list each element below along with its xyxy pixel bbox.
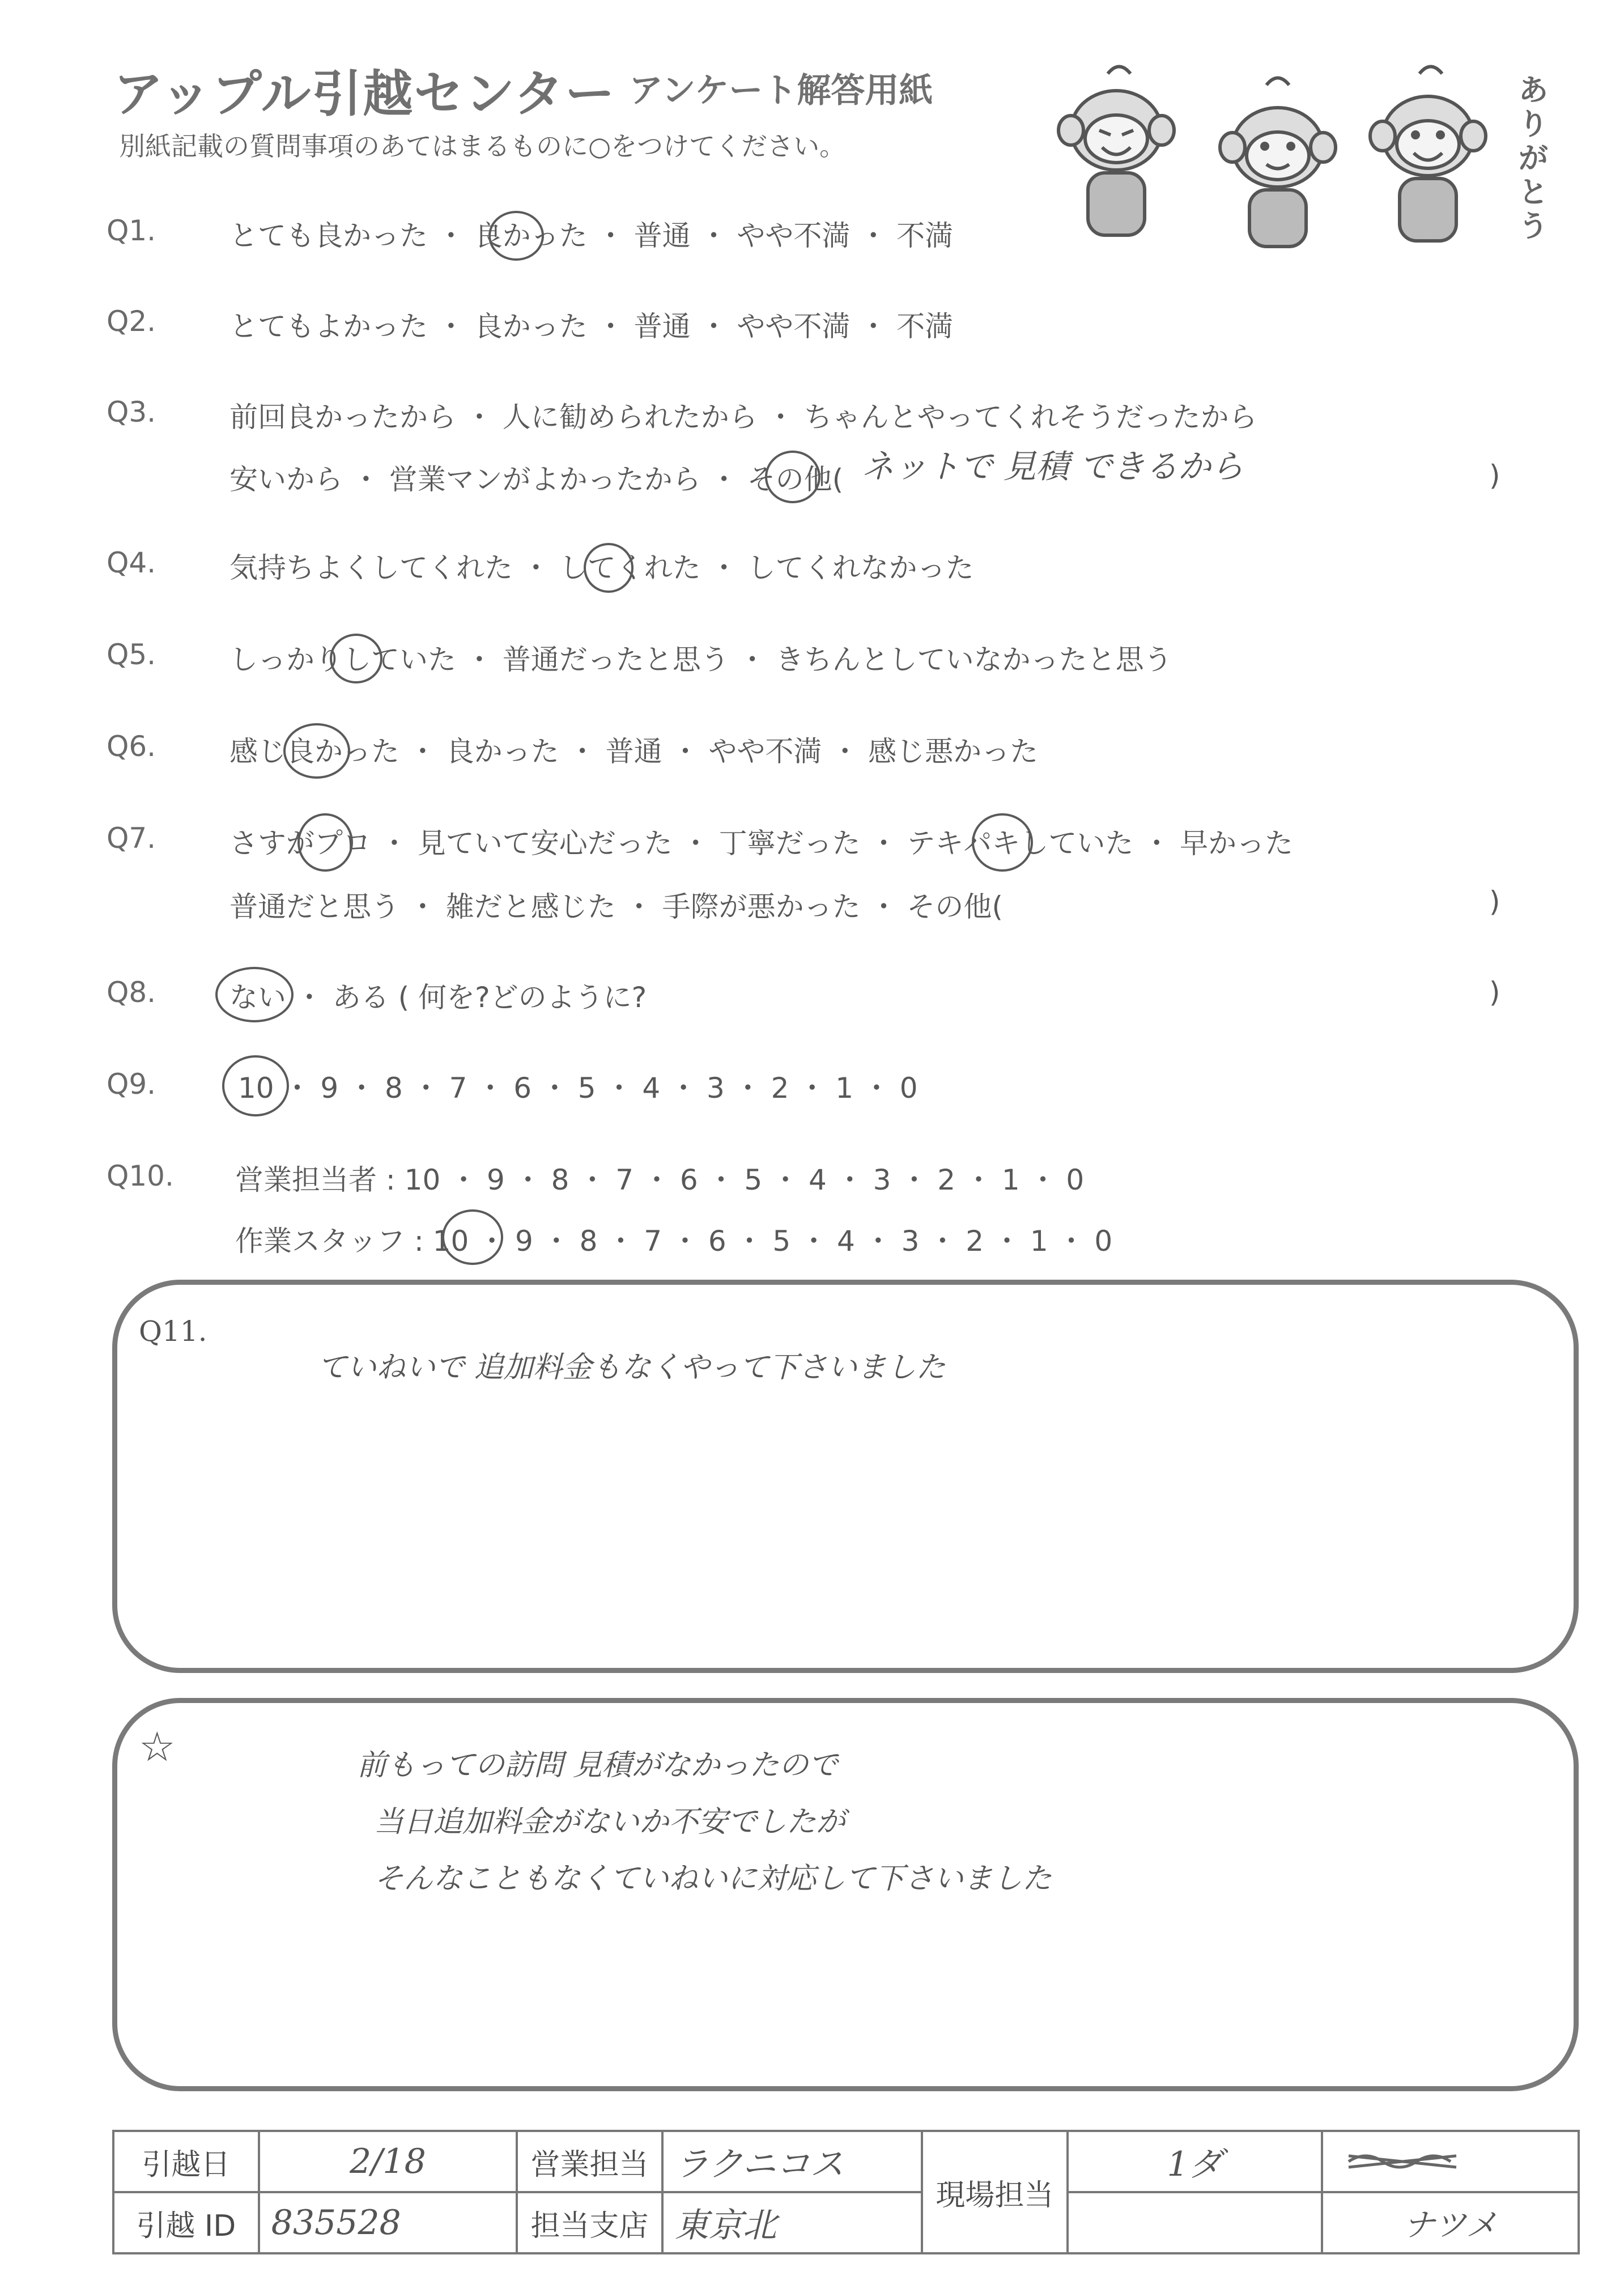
q3-close-paren: ) [1489, 459, 1500, 492]
q5-selection-circle [330, 634, 382, 683]
site-staff-empty-cell [1068, 2192, 1323, 2253]
q3-options-line1[interactable]: 前回良かったから ・ 人に勧められたから ・ ちゃんとやってくれそうだったから [229, 401, 1257, 434]
q8-selection-circle [215, 967, 294, 1022]
q8-close-paren: ) [1489, 976, 1500, 1009]
star-comment-line-1: 前もっての訪問 見積がなかったので [357, 1748, 838, 1782]
star-icon: ☆ [139, 1723, 176, 1770]
q7-close-paren: ) [1489, 885, 1500, 918]
q9-number: Q9. [107, 1068, 156, 1101]
move-id-value: 835528 [259, 2192, 517, 2253]
move-date-label: 引越日 [113, 2131, 259, 2192]
branch-value: 東京北 [662, 2192, 922, 2253]
q10-selection-circle [442, 1209, 503, 1265]
monkey-2-icon [1220, 78, 1336, 247]
q11-handwritten-comment: ていねいで 追加料金もなくやって下さいました [317, 1351, 946, 1385]
q11-comment-box [112, 1280, 1579, 1673]
thanks-text: ありがとう [1519, 74, 1549, 244]
star-comment-line-3: そんなこともなくていねいに対応して下さいました [374, 1862, 1052, 1896]
q5-options[interactable]: しっかりしていた ・ 普通だったと思う ・ きちんとしていなかったと思う [229, 643, 1172, 676]
q4-selection-circle [584, 543, 634, 593]
site-staff-crossed-out [1322, 2131, 1579, 2192]
q9-selection-circle [222, 1055, 289, 1116]
sales-rep-value: ラクニコス [662, 2131, 922, 2192]
q3-selection-circle [765, 451, 820, 503]
site-staff-label: 現場担当 [922, 2131, 1067, 2253]
sales-rep-label: 営業担当 [517, 2131, 662, 2192]
q7-number: Q7. [107, 822, 156, 855]
q2-number: Q2. [107, 305, 156, 338]
q1-selection-circle [488, 211, 544, 261]
q10-staff-options[interactable]: 作業スタッフ : 10 ・ 9 ・ 8 ・ 7 ・ 6 ・ 5 ・ 4 ・ 3 ・ 2 ・ 1 ・ 0 [235, 1225, 1113, 1258]
move-info-table [112, 2130, 1580, 2254]
q5-number: Q5. [107, 638, 156, 671]
scribble-icon [1346, 2145, 1459, 2179]
q1-number: Q1. [107, 214, 156, 247]
q10-sales-options[interactable]: 営業担当者 : 10 ・ 9 ・ 8 ・ 7 ・ 6 ・ 5 ・ 4 ・ 3 ・ 2 ・ 1 ・ 0 [235, 1164, 1085, 1196]
instruction-text: 別紙記載の質問事項のあてはまるものに○をつけてください。 [119, 131, 846, 162]
star-comment-line-2: 当日追加料金がないか不安でしたが [374, 1805, 846, 1839]
q10-number: Q10. [107, 1160, 174, 1192]
q2-options[interactable]: とてもよかった ・ 良かった ・ 普通 ・ やや不満 ・ 不満 [229, 310, 954, 343]
site-staff-value-2: ナツメ [1322, 2192, 1579, 2253]
form-subtitle: アンケート解答用紙 [629, 71, 933, 111]
q7-selection-circle-1 [297, 813, 353, 872]
q7-options-line1[interactable]: さすがプロ ・ 見ていて安心だった ・ 丁寧だった ・ テキパキしていた ・ 早かった [229, 827, 1294, 860]
q4-number: Q4. [107, 546, 156, 579]
q7-selection-circle-2 [972, 813, 1033, 872]
q11-label: Q11. [139, 1315, 207, 1348]
q6-number: Q6. [107, 730, 156, 763]
q8-options[interactable]: ない ・ ある ( 何を?どのように? [229, 981, 647, 1014]
move-date-value: 2/18 [259, 2131, 517, 2192]
q9-options[interactable]: 10 ・ 9 ・ 8 ・ 7 ・ 6 ・ 5 ・ 4 ・ 3 ・ 2 ・ 1 ・ 0 [238, 1072, 918, 1105]
form-title: アップル引越センター [113, 65, 616, 123]
monkey-mascots-illustration [1054, 62, 1564, 255]
branch-label: 担当支店 [517, 2192, 662, 2253]
site-staff-value-1: 1ダ [1068, 2131, 1323, 2192]
monkey-3-icon [1370, 67, 1486, 241]
q6-options[interactable]: 感じ良かった ・ 良かった ・ 普通 ・ やや不満 ・ 感じ悪かった [229, 735, 1039, 768]
move-id-label: 引越 ID [113, 2192, 259, 2253]
q3-number: Q3. [107, 396, 156, 428]
q8-number: Q8. [107, 976, 156, 1009]
monkey-1-icon [1058, 67, 1174, 236]
q6-selection-circle [283, 723, 350, 779]
q1-options[interactable]: とても良かった ・ 良かった ・ 普通 ・ やや不満 ・ 不満 [229, 219, 954, 252]
q4-options[interactable]: 気持ちよくしてくれた ・ してくれた ・ してくれなかった [229, 551, 974, 584]
q3-options-line2[interactable]: 安いから ・ 営業マンがよかったから ・ その他( [229, 463, 844, 496]
q3-other-handwritten: ネットで 見積 できるから [861, 447, 1244, 486]
q7-options-line2[interactable]: 普通だと思う ・ 雑だと感じた ・ 手際が悪かった ・ その他( [229, 890, 1003, 923]
